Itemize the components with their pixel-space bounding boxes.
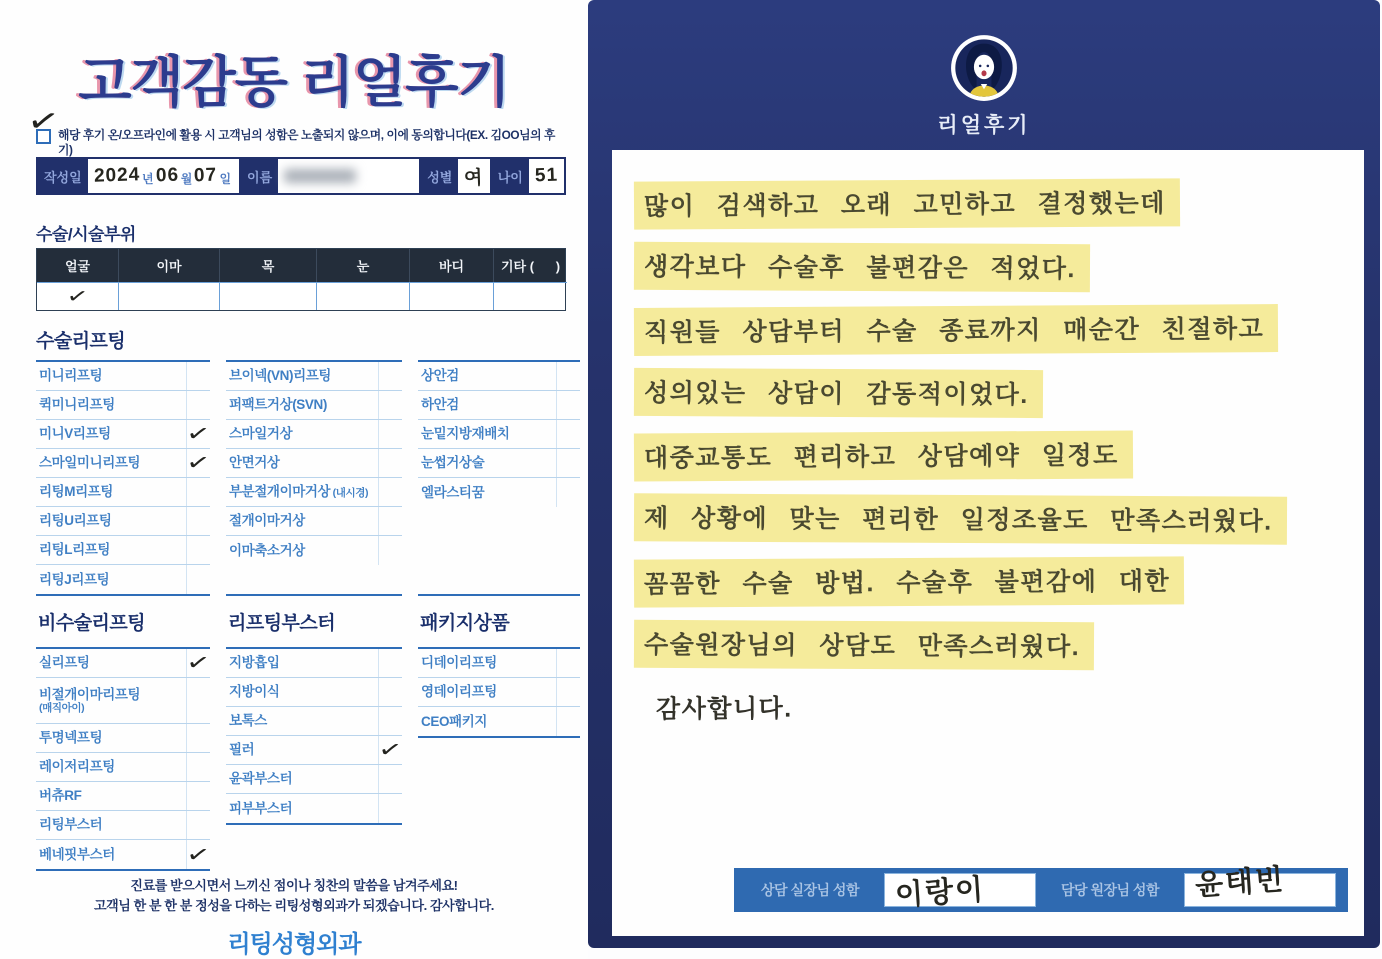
procedure-item [418,391,580,420]
surgery-area-body-row [37,282,565,310]
staff-name-bar [734,863,1348,913]
bottom-section-list-3 [418,647,580,738]
section-title-surgery-area: 수술/시술부위 [36,225,136,244]
procedure-check-cell [184,448,213,477]
procedure-label: 퍼팩트거상(SVN) [229,397,327,413]
area-check-cell [494,282,567,310]
surgical-lifting-column-2 [226,360,402,596]
procedure-label: 버츄RF [39,788,82,804]
procedure-check-cell [184,648,213,677]
handwritten-checkmark: ✓ [184,648,213,677]
procedure-label-small: (내시경) [330,487,369,500]
review-line [634,247,1336,287]
area-header-cell: 눈 [317,249,410,282]
handwritten-checkmark: ✓ [184,419,213,448]
procedure-label: 엘라스티꿈 [421,484,485,500]
procedure-label: 지방흡입 [229,655,280,671]
info-label-3: 성별 [421,159,458,193]
procedure-item [36,419,213,449]
procedure-check-cell [376,735,405,764]
area-header-cell: 기타 ( ) [500,259,561,274]
procedure-label: 리팅L리프팅 [39,542,111,558]
bottom-section-lists [36,608,570,871]
review-line-text: 꼼꼼한 수술 방법. 수술후 불편감에 대한 [634,556,1184,607]
procedure-item [418,649,580,678]
surgical-lifting-column-1 [36,360,213,596]
handwritten-checkmark: ✓ [184,448,213,477]
handwritten-staff-name: 이랑이 [894,873,987,913]
procedure-check-cell [184,419,213,448]
procedure-check-cell [186,724,210,752]
procedure-check-cell [186,507,210,535]
review-line [634,373,1336,413]
procedure-label: 브이넥(VN)리프팅 [229,368,331,384]
procedure-item [226,536,402,565]
review-line-text: 많이 검색하고 오래 고민하고 결정했는데 [634,178,1180,229]
procedure-item [36,811,210,840]
procedure-item [226,735,405,765]
procedure-label: 지방이식 [229,684,280,700]
review-line-text: 수술원장님의 상담도 만족스러웠다. [634,620,1094,670]
handwritten-digits: 07 [193,164,218,187]
procedure-label: 하안검 [421,397,459,413]
procedure-label: 안면거상 [229,455,280,471]
procedure-item [226,478,402,507]
procedure-label: 영데이리프팅 [421,684,497,700]
procedure-label: 보톡스 [229,713,267,729]
review-line [634,562,1336,602]
handwritten-digits: 2024 [93,164,141,187]
handwritten-value: 51 [534,164,559,187]
consent-text: 해당 후기 온/오프라인에 활용 시 고객님의 성함은 노출되지 않으며, 이에 동의합니다(EX. 김OO님의 후기) [58,128,556,158]
procedure-item [36,478,210,507]
form-footer [0,876,588,959]
info-label-1: 작성일 [38,159,88,193]
procedure-item [36,753,210,782]
procedure-label: 베네핏부스터 [39,846,115,862]
procedure-label: 실리프팅 [39,655,90,671]
procedure-check-cell [186,811,210,839]
procedure-check-cell [186,565,210,594]
info-label-4: 나이 [492,159,529,193]
procedure-check-cell [186,782,210,810]
procedure-label-subline: (매직아이) [39,702,85,715]
area-header-cell: 바디 [410,249,494,282]
procedure-label: 리팅M리프팅 [39,484,114,500]
handwritten-checkmark: ✓ [184,839,213,869]
form-title: 고객감동 리얼후기 [78,51,510,113]
procedure-label: 퀵미니리프팅 [39,397,115,413]
procedure-item [36,782,210,811]
staff-label-1: 상담 실장님 성함 [761,882,859,898]
procedure-label: 미니V리프팅 [39,426,111,442]
procedure-label: 스마일거상 [229,426,293,442]
procedure-label: 눈썹거상술 [421,455,485,471]
surgical-lifting-lists [36,360,570,596]
procedure-label: 비절개이마리프팅 (매직아이) [36,687,186,715]
procedure-label: 레이저리프팅 [39,759,115,775]
review-line-text: 성의있는 상담이 감동적이었다. [634,368,1043,418]
procedure-item [36,536,210,565]
consent-row [24,100,566,159]
procedure-label: 부분절개이마거상 (내시경) [229,484,369,500]
procedure-check-cell [186,678,210,723]
procedure-label: 미니리프팅 [39,368,103,384]
footer-line-2: 고객님 한 분 한 분 정성을 다하는 리팅성형외과가 되겠습니다. 감사합니다. [93,898,495,914]
area-header-cell: 목 [220,249,317,282]
review-line [634,436,1336,476]
procedure-check-cell [378,449,402,477]
info-label-2: 이름 [241,159,278,193]
procedure-check-cell [378,362,402,390]
procedure-check-cell [378,678,402,706]
info-bar [36,157,566,195]
procedure-item [36,839,213,869]
procedure-check-cell [378,765,402,793]
procedure-item [418,707,580,736]
procedure-item [36,391,210,420]
procedure-check-cell [378,794,402,823]
review-line [634,625,1336,665]
procedure-label: 리팅부스터 [39,817,103,833]
procedure-label: 디데이리프팅 [421,655,497,671]
surgical-lifting-column-3 [418,360,580,596]
procedure-check-cell [556,649,580,677]
procedure-check-cell [378,478,402,506]
procedure-check-cell [556,678,580,706]
procedure-label: 윤곽부스터 [229,771,293,787]
procedure-item [418,420,580,449]
procedure-item [36,648,213,678]
bottom-section-list-2 [226,647,405,825]
procedure-label: 이마축소거상 [229,542,305,558]
procedure-label: 필러 [229,742,255,758]
review-panel [612,150,1364,936]
procedure-item [418,362,580,391]
section-title-bottom-2: 리프팅부스터 [228,613,336,634]
woman-avatar-icon [950,34,1018,102]
procedure-item [36,448,213,478]
procedure-item [226,707,402,736]
clinic-name: 리팅성형외과 [227,931,361,959]
review-line-text: 감사합니다. [655,694,793,724]
bottom-section-list-1 [36,647,213,871]
handwritten-checkmark: ✓ [65,284,90,309]
procedure-label: 리팅U리프팅 [39,513,112,529]
procedure-item [226,449,402,478]
procedure-item [226,362,402,391]
area-check-cell [410,282,494,310]
procedure-check-cell [556,362,580,390]
blurred-name [284,169,356,183]
bottom-section-1 [36,608,213,871]
procedure-item [226,507,402,536]
review-line-text: 생각보다 수술후 불편감은 적었다. [634,242,1090,292]
info-value-box-4 [529,159,564,193]
procedure-check-cell [378,420,402,448]
bottom-section-3 [418,608,580,871]
surgery-area-table [36,248,566,311]
area-check-cell [119,282,220,310]
procedure-item [226,678,402,707]
procedure-label: 눈밑지방재배치 [421,426,510,442]
procedure-check-cell [556,707,580,736]
printed-unit: 일 [219,172,232,186]
procedure-check-cell [378,707,402,735]
procedure-label: CEO패키지 [421,713,487,729]
procedure-item [226,794,402,823]
procedure-check-cell [556,391,580,419]
procedure-check-cell [186,536,210,564]
procedure-check-cell [186,753,210,781]
staff-value-box-2 [1184,863,1336,907]
review-line [634,688,1336,728]
procedure-item [226,420,402,449]
section-title-surgical-lifting: 수술리프팅 [36,331,126,352]
procedure-item [226,649,402,678]
section-title-bottom-3: 패키지상품 [420,613,510,634]
procedure-check-cell [186,478,210,506]
procedure-label: 절개이마거상 [229,513,305,529]
area-check-cell [37,282,119,310]
procedure-check-cell [184,839,213,869]
procedure-item [226,391,402,420]
procedure-label: 리팅J리프팅 [39,571,110,587]
logo-title: 리얼후기 [937,114,1031,137]
review-line [634,499,1336,539]
footer-line-1: 진료를 받으시면서 느끼신 점이나 칭찬의 말씀을 남겨주세요! [130,878,458,893]
area-header-cell: 이마 [119,249,220,282]
procedure-label: 상안검 [421,368,459,384]
info-value-box-3 [458,159,491,193]
procedure-item [226,765,402,794]
review-line-text: 직원들 상담부터 수술 종료까지 매순간 친절하고 [634,304,1279,356]
procedure-item [36,507,210,536]
area-check-cell [317,282,410,310]
surgery-area-header-row [37,249,565,282]
procedure-item [418,678,580,707]
info-value-box-1 [88,159,241,193]
handwritten-checkmark: ✓ [376,735,405,764]
procedure-check-cell [378,507,402,535]
procedure-item [418,478,580,507]
printed-unit: 년 [141,172,154,186]
staff-value-box-1 [884,873,1036,913]
procedure-item [418,449,580,478]
procedure-check-cell [378,649,402,677]
procedure-item [36,362,210,391]
review-line [634,310,1336,350]
section-title-bottom-1: 비수술리프팅 [38,613,146,634]
procedure-check-cell [378,536,402,565]
handwritten-value: 여 [464,167,485,189]
handwritten-checkmark: ✓ [24,100,63,142]
handwritten-digits: 06 [155,164,180,187]
review-line [634,184,1336,224]
procedure-label: 스마일미니리프팅 [39,455,141,471]
info-value-box-2 [278,159,421,193]
review-line-text: 제 상황에 맞는 편리한 일정조율도 만족스러웠다. [634,493,1287,544]
procedure-label: 투명넥프팅 [39,730,103,746]
review-line-text: 대중교통도 편리하고 상담예약 일정도 [634,430,1133,481]
procedure-label: 피부부스터 [229,800,293,816]
procedure-check-cell [378,391,402,419]
procedure-check-cell [186,362,210,390]
handwritten-review [634,184,1336,751]
procedure-check-cell [186,391,210,419]
staff-label-2: 담당 원장님 성함 [1061,882,1159,898]
printed-unit: 월 [180,172,193,186]
procedure-check-cell [556,420,580,448]
left-form-page [0,0,588,959]
procedure-item [36,678,210,724]
review-page-header [588,0,1380,150]
procedure-check-cell [556,478,580,507]
area-check-cell [220,282,317,310]
handwritten-staff-name: 윤태빈 [1194,863,1287,903]
area-header-cell: 얼굴 [37,249,119,282]
procedure-item [36,565,210,594]
bottom-section-2 [226,608,405,871]
procedure-item [36,724,210,753]
procedure-check-cell [556,449,580,477]
right-review-page [588,0,1380,948]
